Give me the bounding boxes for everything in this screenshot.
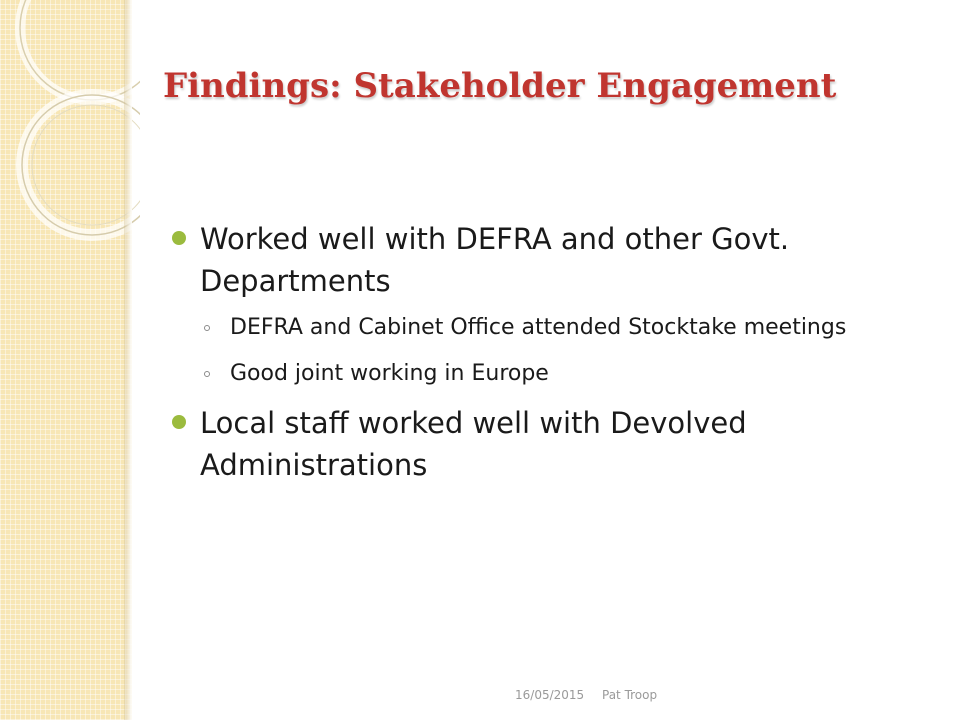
bullet-dot-icon — [172, 231, 186, 245]
sub-bullet-text: DEFRA and Cabinet Office attended Stocktake meetings — [230, 315, 847, 340]
slide-footer — [515, 688, 657, 702]
footer-date: 16/05/2015 — [515, 688, 585, 702]
bullet-dot-icon — [172, 415, 186, 429]
bullet-text: Local staff worked well with Devolved Administrations — [200, 406, 747, 482]
footer-author: Pat Troop — [602, 688, 658, 702]
bullet-text: Worked well with DEFRA and other Govt. Departments — [200, 222, 790, 298]
sub-bullet-text: Good joint working in Europe — [230, 361, 549, 386]
bullet-item — [172, 218, 892, 302]
sub-bullet-item — [204, 356, 892, 392]
sub-bullet-ring-icon — [204, 325, 210, 331]
sub-bullet-ring-icon — [204, 371, 210, 377]
side-panel-edge — [124, 0, 132, 720]
sub-bullet-item — [204, 310, 892, 346]
bullet-item — [172, 402, 892, 486]
sub-bullet-list — [172, 310, 892, 392]
slide-title: Findings: Stakeholder Engagement — [163, 66, 837, 106]
bullet-list — [172, 218, 892, 486]
decorative-circles — [0, 0, 140, 260]
